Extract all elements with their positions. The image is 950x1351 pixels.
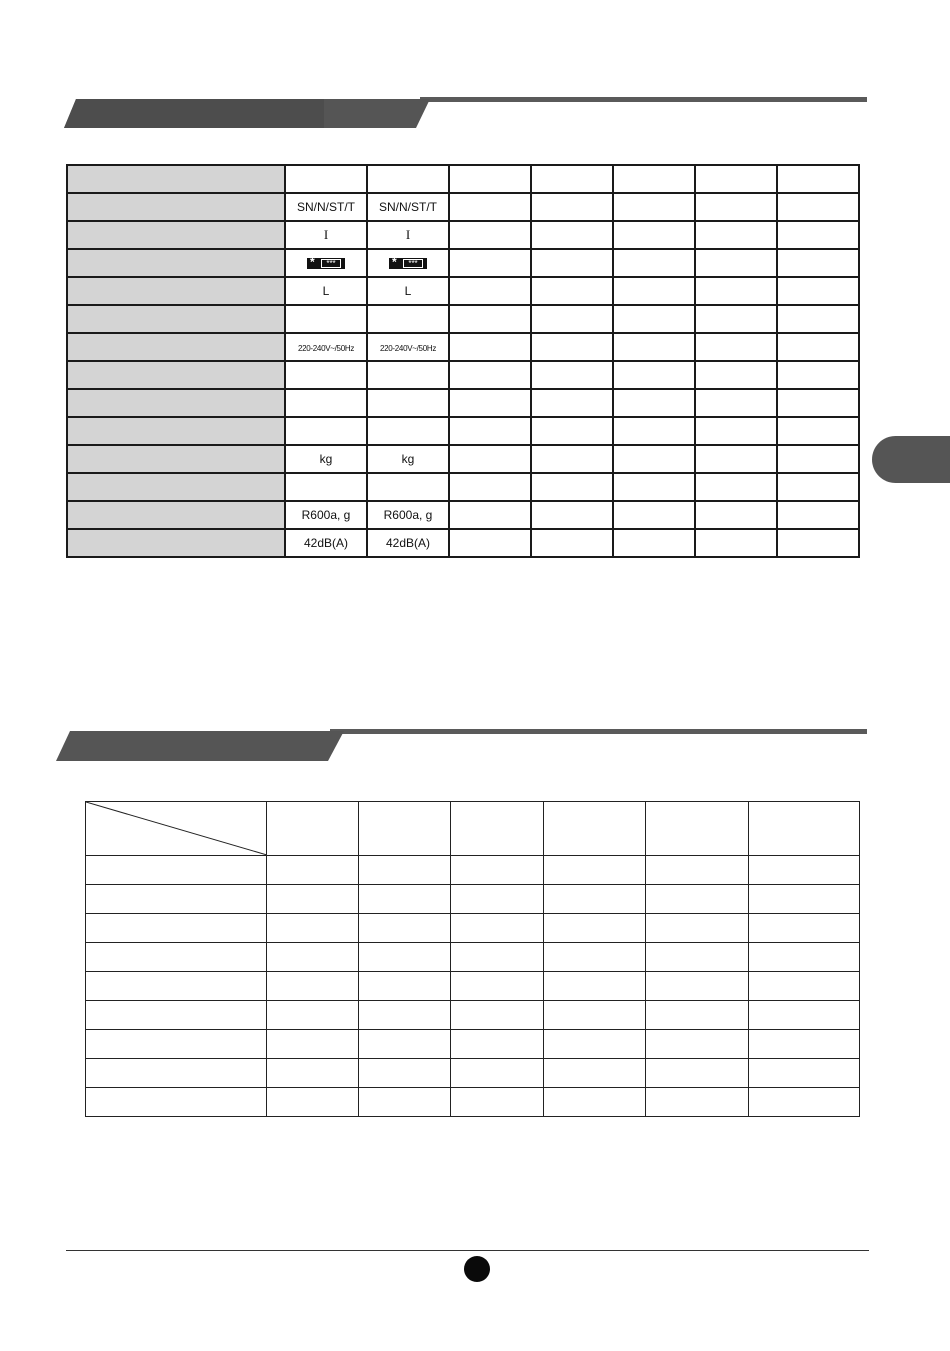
spec-row bbox=[67, 361, 859, 389]
spec-value-cell bbox=[695, 221, 777, 249]
spec-value-cell bbox=[695, 333, 777, 361]
spec-row-label-cell bbox=[67, 361, 285, 389]
spec-value-cell bbox=[285, 529, 367, 557]
lower-cell bbox=[646, 885, 749, 914]
spec-value-cell bbox=[449, 277, 531, 305]
lower-cell bbox=[359, 943, 451, 972]
spec-value-cell bbox=[285, 249, 367, 277]
lower-cell bbox=[544, 1030, 646, 1059]
lower-header-cell bbox=[267, 802, 359, 856]
lower-cell bbox=[86, 972, 267, 1001]
spec-row-label-cell bbox=[67, 501, 285, 529]
spec-row bbox=[67, 277, 859, 305]
section-1-header-rule bbox=[420, 97, 867, 102]
spec-value-cell bbox=[695, 193, 777, 221]
spec-value-text: L bbox=[404, 284, 412, 298]
lower-cell bbox=[267, 1001, 359, 1030]
spec-value-cell bbox=[613, 445, 695, 473]
lower-cell bbox=[359, 1088, 451, 1117]
lower-cell bbox=[749, 914, 860, 943]
spec-value-cell bbox=[367, 165, 449, 193]
lower-cell bbox=[451, 856, 544, 885]
lower-cell bbox=[359, 1059, 451, 1088]
lower-table-row bbox=[86, 856, 860, 885]
spec-value-cell bbox=[531, 389, 613, 417]
spec-value-cell bbox=[285, 193, 367, 221]
spec-value-cell bbox=[613, 361, 695, 389]
lower-table-row bbox=[86, 1030, 860, 1059]
spec-value-cell bbox=[449, 361, 531, 389]
spec-value-cell bbox=[613, 501, 695, 529]
lower-cell bbox=[646, 943, 749, 972]
lower-cell bbox=[451, 943, 544, 972]
lower-cell bbox=[544, 1088, 646, 1117]
spec-value-cell bbox=[367, 445, 449, 473]
lower-cell bbox=[359, 972, 451, 1001]
lower-header-cell bbox=[544, 802, 646, 856]
lower-cell bbox=[749, 1059, 860, 1088]
lower-cell bbox=[267, 1088, 359, 1117]
spec-table bbox=[66, 164, 860, 558]
spec-value-cell bbox=[613, 473, 695, 501]
lower-cell bbox=[646, 972, 749, 1001]
spec-value-cell bbox=[613, 529, 695, 557]
spec-value-cell bbox=[367, 333, 449, 361]
spec-row bbox=[67, 249, 859, 277]
spec-value-text: I bbox=[323, 227, 329, 242]
chapter-side-tab bbox=[872, 436, 950, 483]
spec-value-cell bbox=[449, 333, 531, 361]
lower-table bbox=[85, 801, 860, 1117]
lower-cell bbox=[646, 856, 749, 885]
spec-value-cell bbox=[449, 389, 531, 417]
spec-row bbox=[67, 473, 859, 501]
freezer-star-rating-icon: * *** bbox=[307, 258, 345, 269]
lower-cell bbox=[544, 885, 646, 914]
spec-value-text: kg bbox=[319, 452, 333, 466]
lower-header-cell bbox=[359, 802, 451, 856]
spec-value-cell bbox=[695, 249, 777, 277]
spec-value-cell bbox=[367, 361, 449, 389]
lower-cell bbox=[267, 914, 359, 943]
footer-rule bbox=[66, 1250, 869, 1251]
lower-cell bbox=[86, 914, 267, 943]
spec-row bbox=[67, 417, 859, 445]
lower-cell bbox=[86, 1030, 267, 1059]
spec-value-text: 42dB(A) bbox=[303, 536, 349, 550]
spec-value-cell bbox=[531, 473, 613, 501]
spec-row bbox=[67, 501, 859, 529]
lower-cell bbox=[451, 1030, 544, 1059]
spec-value-cell bbox=[285, 473, 367, 501]
spec-value-cell bbox=[367, 277, 449, 305]
lower-cell bbox=[86, 943, 267, 972]
lower-cell bbox=[451, 914, 544, 943]
spec-value-cell bbox=[777, 389, 859, 417]
spec-row-label-cell bbox=[67, 389, 285, 417]
lower-cell bbox=[359, 856, 451, 885]
spec-value-cell bbox=[285, 221, 367, 249]
spec-row bbox=[67, 529, 859, 557]
spec-value-text: R600a, g bbox=[301, 508, 351, 522]
spec-value-cell bbox=[695, 473, 777, 501]
spec-value-cell bbox=[449, 501, 531, 529]
spec-value-cell bbox=[777, 305, 859, 333]
section-1-header-tab bbox=[62, 97, 432, 130]
lower-table-row bbox=[86, 885, 860, 914]
lower-cell bbox=[86, 885, 267, 914]
spec-value-cell bbox=[531, 501, 613, 529]
lower-cell bbox=[451, 1088, 544, 1117]
spec-value-cell bbox=[695, 165, 777, 193]
spec-row bbox=[67, 305, 859, 333]
lower-cell bbox=[267, 1059, 359, 1088]
section-2-header-tab bbox=[54, 729, 354, 763]
spec-value-cell bbox=[285, 501, 367, 529]
lower-cell bbox=[749, 856, 860, 885]
spec-value-cell bbox=[695, 445, 777, 473]
lower-cell bbox=[749, 1030, 860, 1059]
spec-value-cell bbox=[367, 473, 449, 501]
freezer-star-rating-icon: * *** bbox=[389, 258, 427, 269]
spec-row bbox=[67, 221, 859, 249]
lower-cell bbox=[359, 1030, 451, 1059]
lower-cell bbox=[544, 914, 646, 943]
spec-row-label-cell bbox=[67, 445, 285, 473]
spec-value-cell bbox=[695, 417, 777, 445]
spec-value-cell bbox=[449, 305, 531, 333]
spec-value-cell bbox=[777, 417, 859, 445]
spec-row-label-cell bbox=[67, 165, 285, 193]
spec-value-cell bbox=[777, 193, 859, 221]
lower-cell bbox=[646, 1001, 749, 1030]
spec-value-cell bbox=[531, 305, 613, 333]
spec-value-cell bbox=[285, 165, 367, 193]
spec-value-cell bbox=[531, 193, 613, 221]
lower-cell bbox=[749, 885, 860, 914]
lower-cell bbox=[451, 1059, 544, 1088]
spec-value-text: L bbox=[322, 284, 330, 298]
lower-header-cell bbox=[749, 802, 860, 856]
spec-value-cell bbox=[449, 249, 531, 277]
lower-cell bbox=[267, 972, 359, 1001]
spec-value-text: kg bbox=[401, 452, 415, 466]
spec-value-cell bbox=[449, 529, 531, 557]
diagonal-header-cell bbox=[86, 802, 267, 856]
spec-value-cell bbox=[367, 249, 449, 277]
spec-row-label-cell bbox=[67, 305, 285, 333]
spec-value-cell bbox=[613, 277, 695, 305]
spec-value-cell bbox=[613, 305, 695, 333]
lower-cell bbox=[749, 943, 860, 972]
spec-value-cell bbox=[613, 193, 695, 221]
spec-value-cell bbox=[695, 501, 777, 529]
spec-value-cell bbox=[777, 221, 859, 249]
lower-cell bbox=[544, 943, 646, 972]
spec-value-cell bbox=[367, 389, 449, 417]
spec-value-cell bbox=[531, 221, 613, 249]
spec-row-label-cell bbox=[67, 193, 285, 221]
lower-cell bbox=[267, 943, 359, 972]
spec-row bbox=[67, 445, 859, 473]
lower-table-row bbox=[86, 1088, 860, 1117]
spec-value-cell bbox=[613, 165, 695, 193]
spec-row bbox=[67, 389, 859, 417]
spec-value-text: 220-240V~/50Hz bbox=[297, 344, 355, 353]
lower-header-cell bbox=[451, 802, 544, 856]
spec-row-label-cell bbox=[67, 333, 285, 361]
spec-value-text: SN/N/ST/T bbox=[296, 200, 355, 214]
lower-table-header-row bbox=[86, 802, 860, 856]
spec-value-cell bbox=[449, 165, 531, 193]
spec-value-cell bbox=[613, 249, 695, 277]
lower-cell bbox=[359, 914, 451, 943]
spec-value-cell bbox=[613, 417, 695, 445]
spec-row-label-cell bbox=[67, 249, 285, 277]
spec-value-cell bbox=[449, 193, 531, 221]
lower-cell bbox=[544, 1001, 646, 1030]
spec-row-label-cell bbox=[67, 221, 285, 249]
spec-value-cell bbox=[777, 529, 859, 557]
spec-value-cell bbox=[777, 249, 859, 277]
spec-value-cell bbox=[695, 277, 777, 305]
lower-cell bbox=[86, 1088, 267, 1117]
spec-value-text: I bbox=[405, 227, 411, 242]
lower-cell bbox=[267, 1030, 359, 1059]
lower-cell bbox=[544, 972, 646, 1001]
spec-value-cell bbox=[285, 277, 367, 305]
spec-value-cell bbox=[531, 165, 613, 193]
spec-value-cell bbox=[285, 389, 367, 417]
spec-value-cell bbox=[531, 333, 613, 361]
lower-cell bbox=[544, 1059, 646, 1088]
lower-cell bbox=[451, 1001, 544, 1030]
spec-value-cell bbox=[285, 333, 367, 361]
lower-cell bbox=[646, 1059, 749, 1088]
spec-value-cell bbox=[285, 361, 367, 389]
spec-value-cell bbox=[777, 333, 859, 361]
spec-row bbox=[67, 193, 859, 221]
page-number-dot bbox=[464, 1256, 490, 1282]
section-2-header-rule bbox=[330, 729, 867, 734]
lower-cell bbox=[451, 972, 544, 1001]
lower-cell bbox=[359, 1001, 451, 1030]
lower-cell bbox=[646, 1030, 749, 1059]
lower-cell bbox=[267, 885, 359, 914]
spec-value-cell bbox=[367, 417, 449, 445]
spec-value-cell bbox=[449, 445, 531, 473]
lower-cell bbox=[749, 972, 860, 1001]
lower-table-row bbox=[86, 1001, 860, 1030]
spec-value-cell bbox=[777, 501, 859, 529]
spec-row bbox=[67, 165, 859, 193]
lower-cell bbox=[646, 914, 749, 943]
diagonal-line bbox=[86, 802, 267, 855]
spec-value-cell bbox=[285, 445, 367, 473]
spec-value-cell bbox=[367, 221, 449, 249]
spec-value-text: 42dB(A) bbox=[385, 536, 431, 550]
spec-value-cell bbox=[531, 445, 613, 473]
lower-header-cell bbox=[646, 802, 749, 856]
spec-value-cell bbox=[531, 249, 613, 277]
spec-value-cell bbox=[695, 389, 777, 417]
lower-table-row bbox=[86, 972, 860, 1001]
spec-value-cell bbox=[777, 473, 859, 501]
spec-value-cell bbox=[777, 361, 859, 389]
spec-value-cell bbox=[367, 529, 449, 557]
spec-value-cell bbox=[777, 445, 859, 473]
spec-value-cell bbox=[531, 417, 613, 445]
spec-row-label-cell bbox=[67, 417, 285, 445]
spec-value-text: 220-240V~/50Hz bbox=[379, 344, 437, 353]
spec-value-cell bbox=[777, 277, 859, 305]
spec-row bbox=[67, 333, 859, 361]
spec-value-cell bbox=[367, 193, 449, 221]
spec-value-cell bbox=[613, 389, 695, 417]
spec-value-text: SN/N/ST/T bbox=[378, 200, 437, 214]
spec-value-cell bbox=[449, 473, 531, 501]
spec-value-cell bbox=[695, 529, 777, 557]
spec-row-label-cell bbox=[67, 473, 285, 501]
lower-cell bbox=[359, 885, 451, 914]
spec-value-cell bbox=[367, 305, 449, 333]
lower-cell bbox=[749, 1001, 860, 1030]
spec-value-cell bbox=[285, 305, 367, 333]
lower-cell bbox=[646, 1088, 749, 1117]
lower-cell bbox=[86, 1059, 267, 1088]
spec-value-cell bbox=[531, 361, 613, 389]
spec-value-cell bbox=[613, 333, 695, 361]
spec-row-label-cell bbox=[67, 529, 285, 557]
spec-value-cell bbox=[367, 501, 449, 529]
lower-cell bbox=[86, 856, 267, 885]
lower-cell bbox=[749, 1088, 860, 1117]
spec-value-cell bbox=[285, 417, 367, 445]
lower-table-row bbox=[86, 914, 860, 943]
spec-value-cell bbox=[531, 277, 613, 305]
spec-value-cell bbox=[531, 529, 613, 557]
spec-value-cell bbox=[449, 221, 531, 249]
lower-cell bbox=[451, 885, 544, 914]
lower-cell bbox=[544, 856, 646, 885]
spec-value-cell bbox=[695, 305, 777, 333]
spec-value-cell bbox=[777, 165, 859, 193]
spec-value-cell bbox=[695, 361, 777, 389]
spec-row-label-cell bbox=[67, 277, 285, 305]
spec-value-cell bbox=[613, 221, 695, 249]
lower-cell bbox=[267, 856, 359, 885]
lower-table-row bbox=[86, 1059, 860, 1088]
spec-value-text: R600a, g bbox=[383, 508, 433, 522]
spec-value-cell bbox=[449, 417, 531, 445]
lower-cell bbox=[86, 1001, 267, 1030]
lower-table-row bbox=[86, 943, 860, 972]
